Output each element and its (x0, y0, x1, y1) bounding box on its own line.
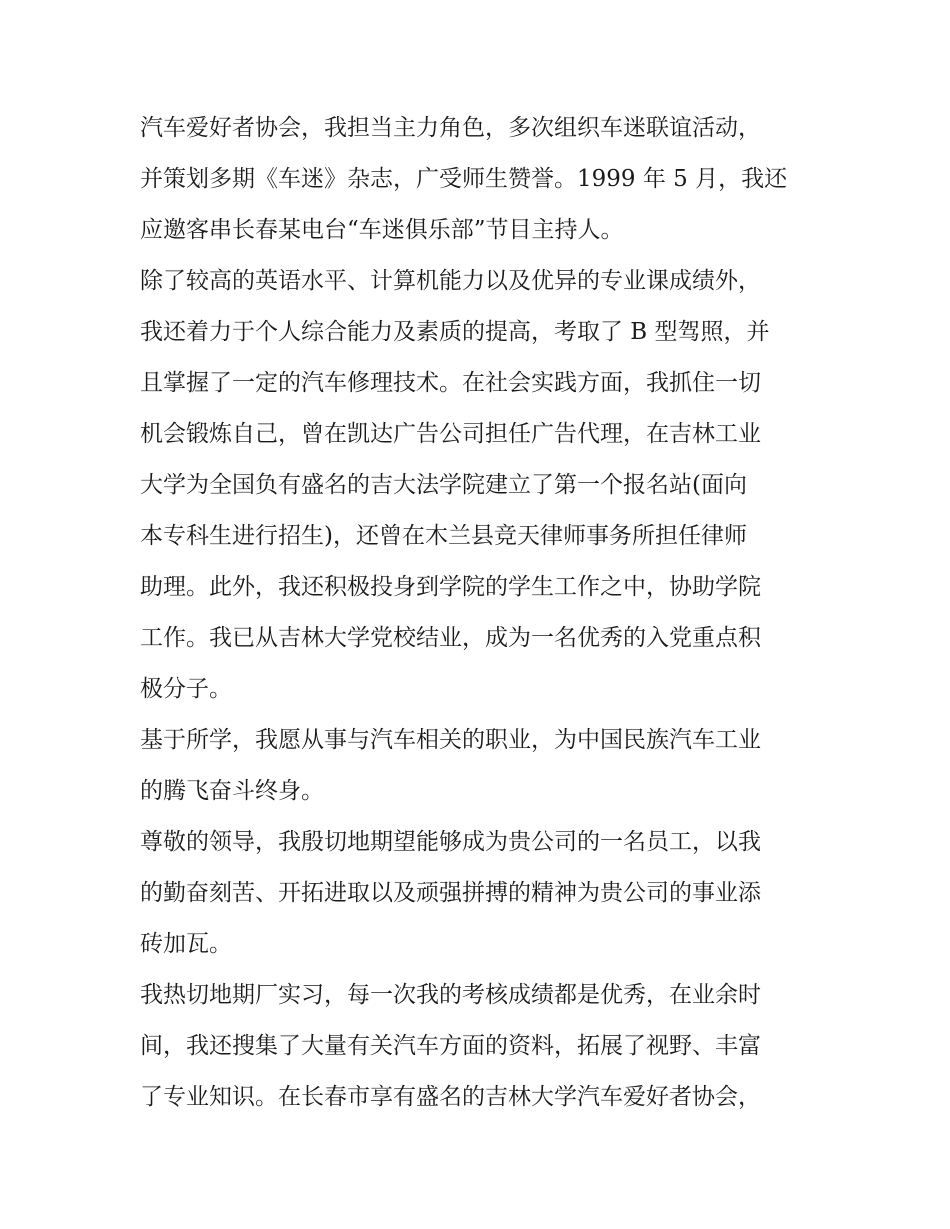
text-line: 间，我还搜集了大量有关汽车方面的资料，拓展了视野、丰富 (140, 1033, 761, 1059)
text-line: 我热切地期厂实习，每一次我的考核成绩都是优秀，在业余时 (140, 982, 761, 1008)
text-line: 机会锻炼自己，曾在凯达广告公司担任广告代理，在吉林工业 (140, 421, 761, 447)
text-line: 了专业知识。在长春市享有盛名的吉林大学汽车爱好者协会， (140, 1084, 761, 1110)
text-line: 工作。我已从吉林大学党校结业，成为一名优秀的入党重点积 (140, 625, 761, 651)
text-line: 我还着力于个人综合能力及素质的提高，考取了 B 型驾照，并 (140, 319, 770, 345)
text-line: 大学为全国负有盛名的吉大法学院建立了第一个报名站(面向 (140, 472, 747, 498)
text-line: 除了较高的英语水平、计算机能力以及优异的专业课成绩外， (140, 268, 761, 294)
text-line: 并策划多期《车迷》杂志，广受师生赞誉。1999 年 5 月，我还 (140, 166, 788, 192)
text-line: 基于所学，我愿从事与汽车相关的职业，为中国民族汽车工业 (140, 727, 761, 753)
text-line: 汽车爱好者协会，我担当主力角色，多次组织车迷联谊活动， (140, 115, 761, 141)
text-line: 极分子。 (140, 676, 232, 702)
text-line: 应邀客串长春某电台“车迷俱乐部”节目主持人。 (140, 217, 624, 243)
text-line: 尊敬的领导，我殷切地期望能够成为贵公司的一名员工，以我 (140, 829, 761, 855)
document-body (140, 103, 820, 1123)
text-line: 助理。此外，我还积极投身到学院的学生工作之中，协助学院 (140, 574, 761, 600)
text-line: 砖加瓦。 (140, 931, 232, 957)
text-line: 本专科生进行招生)，还曾在木兰县竞天律师事务所担任律师 (140, 523, 747, 549)
text-line: 且掌握了一定的汽车修理技术。在社会实践方面，我抓住一切 (140, 370, 761, 396)
text-line: 的腾飞奋斗终身。 (140, 778, 324, 804)
text-line: 的勤奋刻苦、开拓进取以及顽强拼搏的精神为贵公司的事业添 (140, 880, 761, 906)
